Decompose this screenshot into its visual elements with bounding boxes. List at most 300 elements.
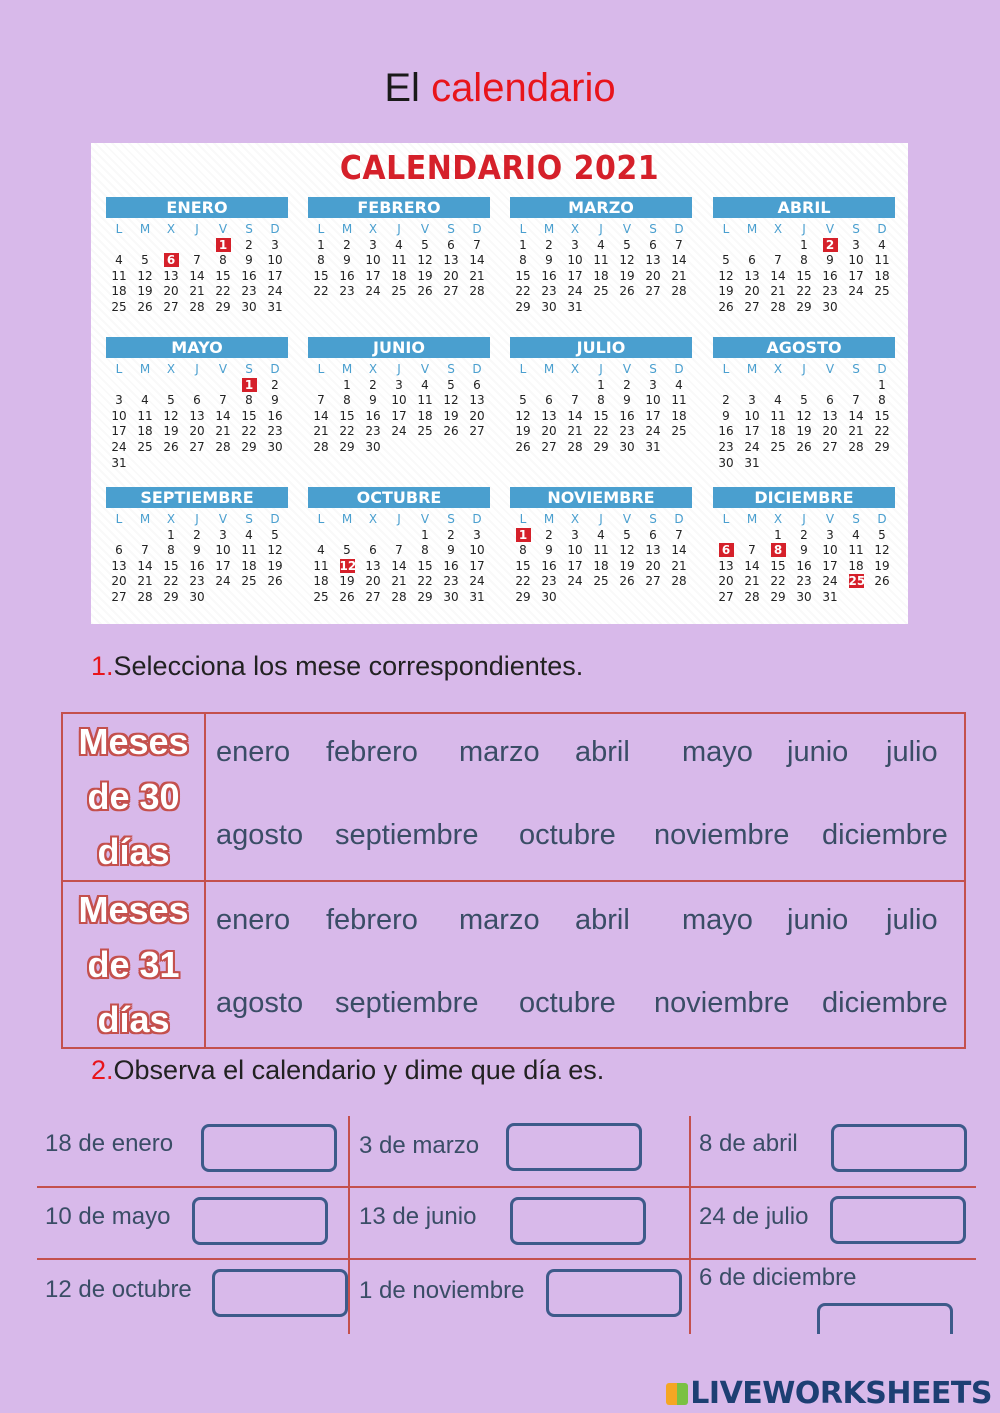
month-option-mayo-30[interactable]: mayo (682, 736, 753, 768)
month-option-septiembre-31[interactable]: septiembre (335, 986, 479, 1019)
calendar-day: 21 (391, 574, 407, 589)
calendar-day: 15 (163, 558, 179, 573)
calendar-day-header: J (195, 512, 199, 526)
calendar-day: 27 (718, 589, 734, 604)
calendar-day-header: X (368, 222, 378, 236)
month-option-marzo-30[interactable]: marzo (459, 736, 540, 768)
calendar-day: 15 (515, 558, 531, 573)
calendar-day: 17 (744, 424, 760, 439)
date-label: 24 de julio (699, 1203, 809, 1230)
calendar-day: 20 (645, 558, 661, 573)
month-option-enero-31[interactable]: enero (216, 903, 291, 936)
calendar-day: 17 (822, 558, 838, 573)
calendar-day: 29 (163, 589, 179, 604)
calendar-day-header: S (649, 362, 657, 376)
calendar-day-header: L (317, 222, 325, 236)
calendar-day: 28 (770, 299, 786, 314)
calendar-month-name: MARZO (510, 197, 692, 218)
month-option-octubre-30[interactable]: octubre (519, 819, 616, 851)
calendar-empty-cell (843, 378, 869, 394)
calendar-month-3 (713, 197, 895, 316)
answer-box-13-junio[interactable] (510, 1197, 646, 1245)
calendar-day: 3 (571, 237, 579, 252)
calendar-day: 28 (671, 574, 687, 589)
calendar-day: 27 (744, 299, 760, 314)
calendar-day: 18 (417, 408, 433, 423)
month-option-febrero-30[interactable]: febrero (326, 736, 418, 768)
calendar-day: 3 (395, 377, 403, 392)
calendar-empty-cell (132, 528, 158, 544)
calendar-day: 17 (848, 268, 864, 283)
calendar-day: 16 (718, 424, 734, 439)
calendar-day: 13 (443, 253, 459, 268)
calendar-day: 19 (619, 268, 635, 283)
calendar-day: 22 (770, 574, 786, 589)
calendar-day: 30 (267, 439, 283, 454)
calendar-title: CALENDARIO 2021 (339, 149, 660, 188)
date-label: 13 de junio (359, 1203, 477, 1230)
calendar-day: 25 (137, 439, 153, 454)
calendar-day-header: L (115, 512, 123, 526)
calendar-day: 4 (878, 237, 886, 252)
question-2 (91, 1055, 604, 1086)
answer-box-1-noviembre[interactable] (546, 1269, 682, 1317)
calendar-day-header: L (115, 362, 123, 376)
month-option-febrero-31[interactable]: febrero (326, 903, 418, 936)
calendar-day: 13 (469, 393, 485, 408)
calendar-day: 15 (313, 268, 329, 283)
month-option-junio-31[interactable]: junio (787, 903, 849, 936)
answer-box-24-julio[interactable] (830, 1196, 966, 1244)
calendar-day: 31 (567, 299, 583, 314)
calendar-day: 1 (343, 377, 351, 392)
calendar-empty-cell (562, 378, 588, 394)
calendar-day: 12 (443, 393, 459, 408)
calendar-day-header: M (341, 222, 353, 236)
calendar-day: 7 (219, 393, 227, 408)
calendar-day: 2 (817, 238, 843, 254)
calendar-day-header: D (674, 222, 684, 236)
calendar-day-header: X (773, 222, 783, 236)
calendar-day: 19 (443, 408, 459, 423)
calendar-day: 24 (215, 574, 231, 589)
calendar-month-6 (510, 337, 692, 456)
month-option-noviembre-31[interactable]: noviembre (654, 986, 790, 1019)
calendar-day: 24 (744, 439, 760, 454)
calendar-empty-cell (713, 528, 739, 544)
calendar-day: 3 (473, 527, 481, 542)
calendar-day: 28 (189, 299, 205, 314)
calendar-day: 21 (848, 424, 864, 439)
calendar-day: 20 (469, 408, 485, 423)
calendar-empty-cell (817, 378, 843, 394)
calendar-day: 16 (267, 408, 283, 423)
calendar-day-header: J (599, 222, 603, 236)
calendar-month-5 (308, 337, 490, 456)
calendar-day: 16 (619, 408, 635, 423)
calendar-day: 29 (339, 439, 355, 454)
calendar-empty-cell (308, 528, 334, 544)
calendar-day: 28 (567, 439, 583, 454)
calendar-day: 13 (645, 543, 661, 558)
calendar-day: 9 (343, 253, 351, 268)
calendar-day: 11 (593, 253, 609, 268)
month-option-agosto-30[interactable]: agosto (216, 819, 304, 851)
calendar-month-2 (510, 197, 692, 316)
calendar-day: 5 (421, 237, 429, 252)
calendar-day: 25 (241, 574, 257, 589)
month-option-octubre-31[interactable]: octubre (519, 986, 616, 1019)
calendar-day-header: V (420, 222, 430, 236)
question-2-text: Observa el calendario y dime que día es. (113, 1055, 605, 1085)
calendar-day: 25 (313, 589, 329, 604)
calendar-day: 5 (623, 527, 631, 542)
calendar-day: 29 (515, 589, 531, 604)
calendar-day: 9 (447, 543, 455, 558)
calendar-day: 15 (417, 558, 433, 573)
calendar-day: 21 (469, 268, 485, 283)
calendar-day-header: M (341, 512, 353, 526)
calendar-day-header: D (877, 362, 887, 376)
calendar-day: 23 (189, 574, 205, 589)
calendar-day: 18 (137, 424, 153, 439)
calendar-day: 4 (115, 253, 123, 268)
calendar-image (91, 143, 908, 624)
calendar-day: 8 (878, 393, 886, 408)
calendar-day: 14 (189, 268, 205, 283)
month-option-agosto-31[interactable]: agosto (216, 986, 304, 1019)
calendar-day: 10 (267, 253, 283, 268)
calendar-day-header: J (195, 362, 199, 376)
month-option-junio-30[interactable]: junio (787, 736, 849, 768)
calendar-day: 21 (744, 574, 760, 589)
calendar-day: 22 (339, 424, 355, 439)
calendar-day: 21 (671, 268, 687, 283)
calendar-day-header: J (802, 512, 806, 526)
title-prefix: El (384, 66, 420, 110)
calendar-day-header: D (472, 362, 482, 376)
calendar-month-name: OCTUBRE (308, 487, 490, 508)
answer-box-10-mayo[interactable] (192, 1197, 328, 1245)
calendar-day: 30 (443, 589, 459, 604)
calendar-day: 4 (774, 393, 782, 408)
calendar-day-header: M (746, 222, 758, 236)
calendar-day: 3 (748, 393, 756, 408)
calendar-day: 12 (515, 408, 531, 423)
calendar-day: 5 (343, 543, 351, 558)
answer-box-12-octubre[interactable] (212, 1269, 348, 1317)
calendar-day: 13 (163, 268, 179, 283)
calendar-day: 24 (469, 574, 485, 589)
calendar-empty-cell (360, 528, 386, 544)
calendar-day: 16 (443, 558, 459, 573)
calendar-day-header: X (773, 512, 783, 526)
calendar-empty-cell (210, 378, 236, 394)
calendar-day: 19 (718, 284, 734, 299)
calendar-day: 25 (417, 424, 433, 439)
calendar-day: 9 (369, 393, 377, 408)
calendar-day: 12 (163, 408, 179, 423)
calendar-day: 21 (567, 424, 583, 439)
calendar-day: 24 (567, 284, 583, 299)
calendar-day-header: S (447, 362, 455, 376)
calendar-day: 24 (267, 284, 283, 299)
calendar-day: 8 (421, 543, 429, 558)
calendar-day: 14 (848, 408, 864, 423)
calendar-day: 16 (339, 268, 355, 283)
calendar-empty-cell (334, 528, 360, 544)
calendar-day: 4 (317, 543, 325, 558)
calendar-day: 13 (189, 408, 205, 423)
calendar-day: 25 (848, 574, 866, 589)
calendar-day: 18 (111, 284, 127, 299)
calendar-day: 16 (541, 558, 557, 573)
calendar-day: 9 (193, 543, 201, 558)
calendar-day: 24 (822, 574, 838, 589)
calendar-day: 1 (519, 237, 527, 252)
calendar-day: 19 (417, 268, 433, 283)
calendar-day: 28 (215, 439, 231, 454)
calendar-day: 18 (770, 424, 786, 439)
calendar-day: 22 (874, 424, 890, 439)
calendar-day: 9 (271, 393, 279, 408)
calendar-day-header: V (825, 512, 835, 526)
calendar-day: 18 (848, 558, 864, 573)
calendar-day: 2 (545, 527, 553, 542)
month-option-diciembre-31[interactable]: diciembre (822, 986, 948, 1019)
calendar-day: 3 (219, 527, 227, 542)
calendar-day: 20 (718, 574, 734, 589)
calendar-day: 27 (163, 299, 179, 314)
calendar-day-header: S (245, 222, 253, 236)
calendar-day: 19 (163, 424, 179, 439)
calendar-month-name: SEPTIEMBRE (106, 487, 288, 508)
calendar-day-header: M (543, 512, 555, 526)
calendar-day: 31 (744, 455, 760, 470)
calendar-day: 26 (417, 284, 433, 299)
calendar-day-header: V (622, 512, 632, 526)
calendar-day: 25 (671, 424, 687, 439)
calendar-day-header: J (195, 222, 199, 236)
calendar-day: 23 (796, 574, 812, 589)
calendar-day-header: L (317, 362, 325, 376)
calendar-month-name: MAYO (106, 337, 288, 358)
calendar-empty-cell (184, 378, 210, 394)
calendar-empty-cell (106, 378, 132, 394)
calendar-day: 3 (649, 377, 657, 392)
calendar-day: 16 (822, 268, 838, 283)
calendar-day-header: J (802, 362, 806, 376)
calendar-day: 6 (193, 393, 201, 408)
grid-divider (37, 1258, 976, 1260)
calendar-day: 7 (675, 527, 683, 542)
calendar-day: 10 (645, 393, 661, 408)
calendar-day: 4 (245, 527, 253, 542)
calendar-day: 22 (796, 284, 812, 299)
calendar-day: 17 (567, 268, 583, 283)
calendar-day: 14 (391, 558, 407, 573)
calendar-day: 20 (443, 268, 459, 283)
row-30-days (62, 713, 965, 881)
calendar-day: 24 (848, 284, 864, 299)
calendar-day: 5 (722, 253, 730, 268)
calendar-day-header: J (397, 512, 401, 526)
calendar-day: 28 (391, 589, 407, 604)
calendar-day: 21 (770, 284, 786, 299)
options-31-days (205, 881, 965, 1049)
calendar-day: 11 (137, 408, 153, 423)
row-31-days (62, 881, 965, 1049)
calendar-day: 11 (417, 393, 433, 408)
calendar-day: 17 (567, 558, 583, 573)
calendar-empty-cell (739, 238, 765, 254)
calendar-day-header: V (825, 362, 835, 376)
calendar-day: 28 (671, 284, 687, 299)
answer-box-3-marzo[interactable] (506, 1123, 642, 1171)
calendar-day: 17 (391, 408, 407, 423)
calendar-day: 15 (796, 268, 812, 283)
calendar-day: 12 (619, 253, 635, 268)
calendar-month-name: ABRIL (713, 197, 895, 218)
calendar-day-header: X (570, 512, 580, 526)
date-label: 18 de enero (45, 1130, 174, 1157)
calendar-day: 30 (241, 299, 257, 314)
calendar-day: 26 (267, 574, 283, 589)
calendar-day-header: L (317, 512, 325, 526)
calendar-day: 10 (567, 253, 583, 268)
calendar-day: 18 (241, 558, 257, 573)
calendar-day: 15 (874, 408, 890, 423)
calendar-day-header: L (519, 362, 527, 376)
calendar-day: 11 (848, 543, 864, 558)
calendar-day: 7 (774, 253, 782, 268)
calendar-day: 23 (267, 424, 283, 439)
month-option-noviembre-30[interactable]: noviembre (654, 819, 790, 851)
calendar-day: 2 (369, 377, 377, 392)
calendar-day-header: X (166, 362, 176, 376)
month-option-julio-31[interactable]: julio (886, 903, 938, 936)
month-option-enero-30[interactable]: enero (216, 736, 291, 768)
calendar-day: 18 (671, 408, 687, 423)
month-option-abril-31[interactable]: abril (575, 903, 630, 936)
calendar-day: 13 (645, 253, 661, 268)
calendar-day: 10 (744, 408, 760, 423)
calendar-day: 12 (796, 408, 812, 423)
calendar-day: 30 (822, 299, 838, 314)
calendar-month-1 (308, 197, 490, 300)
calendar-day: 10 (848, 253, 864, 268)
calendar-day: 20 (645, 268, 661, 283)
calendar-day: 30 (365, 439, 381, 454)
calendar-day: 26 (443, 424, 459, 439)
calendar-day: 11 (241, 543, 257, 558)
calendar-empty-cell (536, 378, 562, 394)
calendar-day: 23 (241, 284, 257, 299)
calendar-day: 18 (313, 574, 329, 589)
answer-box-8-abril[interactable] (831, 1124, 967, 1172)
month-option-abril-30[interactable]: abril (575, 736, 630, 768)
month-option-marzo-31[interactable]: marzo (459, 903, 540, 936)
calendar-day: 29 (215, 299, 231, 314)
question-2-number: 2. (91, 1055, 114, 1085)
calendar-day: 7 (473, 237, 481, 252)
calendar-day: 17 (645, 408, 661, 423)
calendar-month-name: FEBRERO (308, 197, 490, 218)
calendar-day: 20 (163, 284, 179, 299)
calendar-day: 11 (874, 253, 890, 268)
calendar-day: 26 (619, 284, 635, 299)
calendar-day-header: D (877, 222, 887, 236)
calendar-day: 19 (339, 574, 355, 589)
calendar-day: 21 (313, 424, 329, 439)
calendar-day: 2 (800, 527, 808, 542)
calendar-day-header: S (245, 512, 253, 526)
question-1 (91, 651, 583, 682)
calendar-day: 3 (115, 393, 123, 408)
calendar-day-header: M (746, 362, 758, 376)
calendar-day: 1 (236, 378, 262, 394)
calendar-day-header: X (368, 362, 378, 376)
month-option-septiembre-30[interactable]: septiembre (335, 819, 479, 851)
calendar-day-header: S (852, 362, 860, 376)
calendar-day: 3 (852, 237, 860, 252)
answer-box-18-enero[interactable] (201, 1124, 337, 1172)
calendar-day: 22 (313, 284, 329, 299)
calendar-day-header: M (139, 512, 151, 526)
calendar-empty-cell (106, 238, 132, 254)
calendar-day-header: X (773, 362, 783, 376)
answer-box-6-diciembre[interactable] (817, 1303, 953, 1334)
question-1-text: Selecciona los mese correspondientes. (113, 651, 584, 681)
calendar-empty-cell (158, 378, 184, 394)
calendar-day-header: V (622, 362, 632, 376)
month-option-mayo-31[interactable]: mayo (682, 903, 753, 936)
calendar-day: 22 (515, 574, 531, 589)
calendar-month-name: NOVIEMBRE (510, 487, 692, 508)
calendar-day: 27 (645, 574, 661, 589)
calendar-day: 26 (515, 439, 531, 454)
calendar-day: 6 (158, 253, 184, 269)
calendar-day: 29 (515, 299, 531, 314)
calendar-day: 2 (623, 377, 631, 392)
calendar-day: 1 (210, 238, 236, 254)
calendar-day-header: V (218, 362, 228, 376)
calendar-day: 9 (545, 253, 553, 268)
calendar-day: 8 (765, 543, 791, 559)
calendar-day: 14 (671, 253, 687, 268)
calendar-empty-cell (739, 528, 765, 544)
calendar-day: 27 (822, 439, 838, 454)
calendar-day: 26 (619, 574, 635, 589)
calendar-empty-cell (308, 378, 334, 394)
page-title (0, 66, 1000, 111)
calendar-day: 7 (748, 543, 756, 558)
month-option-diciembre-30[interactable]: diciembre (822, 819, 948, 851)
calendar-day: 14 (137, 558, 153, 573)
calendar-day: 16 (541, 268, 557, 283)
calendar-day: 22 (215, 284, 231, 299)
calendar-day: 11 (770, 408, 786, 423)
calendar-day: 8 (219, 253, 227, 268)
calendar-day: 12 (718, 268, 734, 283)
calendar-day: 21 (671, 558, 687, 573)
calendar-day: 10 (822, 543, 838, 558)
month-option-julio-30[interactable]: julio (886, 736, 938, 768)
calendar-day: 31 (111, 455, 127, 470)
calendar-day: 30 (619, 439, 635, 454)
calendar-day: 3 (826, 527, 834, 542)
calendar-day: 6 (115, 543, 123, 558)
